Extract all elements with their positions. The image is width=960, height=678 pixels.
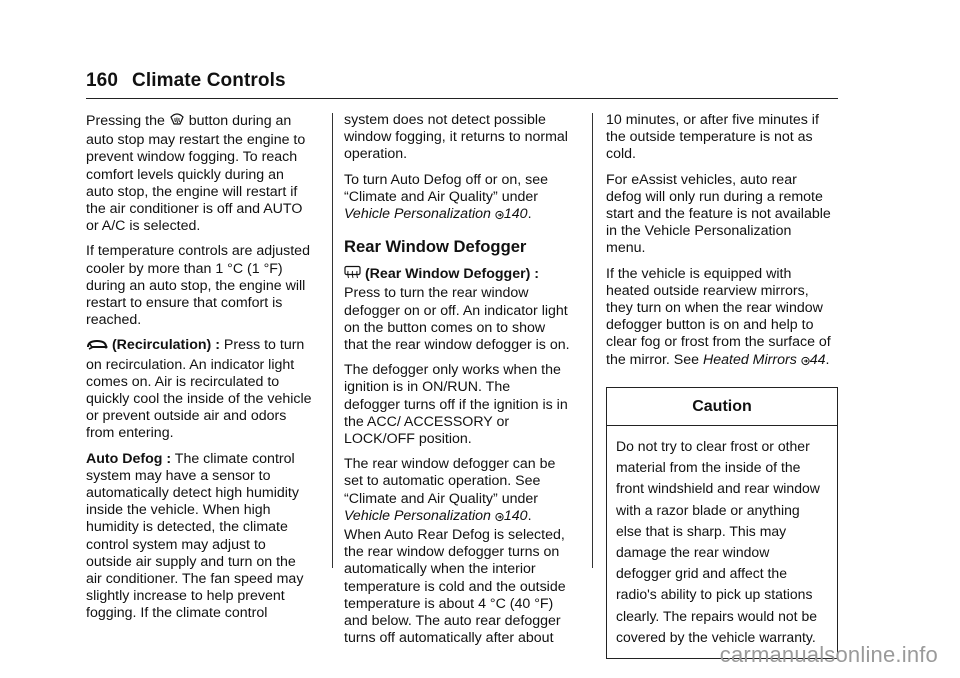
paragraph: For eAssist vehicles, auto rear defog will only run during a remote start and the feature is not available in the Vehicle Personalization menu. bbox=[606, 171, 831, 257]
text: If the vehicle is equipped with heated outside rearview mirrors, they turn on when the rear window defogger button is on and help to clear fog or frost from the surface of the mirror. See bbox=[606, 265, 831, 368]
paragraph bbox=[86, 337, 312, 442]
column-divider bbox=[332, 113, 333, 568]
text: Pressing the bbox=[86, 113, 169, 129]
column-1 bbox=[86, 112, 312, 631]
text: . When Auto Rear Defog is selected, the rear window defogger turns on automatically when the interior temperature is cold and the outside temperature is about 4 °C (40 °F) and below. The auto rear defogger turns off automatically after about bbox=[344, 507, 566, 647]
cross-reference[interactable]: Vehicle Personalization bbox=[344, 507, 491, 524]
page-header bbox=[86, 70, 286, 92]
page-reference[interactable]: 44 bbox=[809, 351, 826, 368]
page-reference[interactable]: 140 bbox=[503, 507, 528, 524]
watermark: carmanualsonline.info bbox=[719, 642, 938, 667]
page-reference[interactable]: 140 bbox=[503, 206, 528, 223]
text: button during an auto stop may restart the engine to prevent window fogging. To reach comfort levels quickly during an auto stop, the engine will restart if the air conditioner is off and AUTO or A/C is selected. bbox=[86, 113, 306, 235]
recirculation-label: (Recirculation) : bbox=[111, 337, 220, 354]
paragraph: If the vehicle is equipped with heated outside rearview mirrors, they turn on when the rear window defogger button is on and help to clear fog or frost from the surface of the mirror. See Heated Mirrors 44. bbox=[606, 266, 832, 371]
paragraph bbox=[344, 265, 570, 354]
text: The rear window defogger can be set to automatic operation. See “Climate and Air Quality” under bbox=[344, 456, 556, 507]
paragraph: To turn Auto Defog off or on, see “Climate and Air Quality” under Vehicle Personalization 140. bbox=[344, 172, 570, 226]
cross-reference[interactable]: Vehicle Personalization bbox=[344, 206, 491, 223]
caution-title: Caution bbox=[607, 388, 837, 426]
column-3 bbox=[606, 112, 832, 659]
paragraph: If temperature controls are adjusted cooler by more than 1 °C (1 °F) during an auto stop, the engine will restart to ensure that comfort is reached. bbox=[86, 243, 310, 329]
auto-defog-label: Auto Defog : bbox=[86, 450, 172, 467]
paragraph: 10 minutes, or after five minutes if the outside temperature is not as cold. bbox=[606, 112, 819, 163]
section-heading: Rear Window Defogger bbox=[344, 237, 527, 257]
text: To turn Auto Defog off or on, see “Climate and Air Quality” under bbox=[344, 171, 549, 205]
header-rule bbox=[86, 98, 838, 99]
front-defrost-icon bbox=[169, 112, 185, 132]
text: Press to turn the rear window defogger on or off. An indicator light on the button comes on to show that the rear window defogger is on. bbox=[344, 285, 570, 354]
caution-text: Do not try to clear frost or other material from the inside of the front windshield and rear window with a razor blade or anything else that is sharp. This may damage the rear window defogger grid and affect the radio's ability to pick up stations clearly. The repairs would not be covered by the vehicle warranty. bbox=[616, 438, 820, 645]
caution-box bbox=[606, 387, 838, 659]
paragraph bbox=[86, 112, 312, 235]
paragraph bbox=[86, 451, 312, 623]
rear-defog-icon bbox=[344, 265, 361, 285]
cross-reference[interactable]: Heated Mirrors bbox=[702, 351, 797, 368]
paragraph: The defogger only works when the ignition is in ON/RUN. The defogger turns off if the ignition is in the ACC/ ACCESSORY or LOCK/OFF position. bbox=[344, 362, 568, 448]
text: Press to turn on recirculation. An indicator light comes on. Air is recirculated to quickly cool the inside of the vehicle or prevent outside air and odors from entering. bbox=[86, 337, 312, 442]
page-number: 160 bbox=[86, 70, 119, 91]
page-ref-arrow-icon bbox=[495, 208, 504, 225]
page-ref-arrow-icon bbox=[801, 354, 810, 371]
text: The climate control system may have a sensor to automatically detect high humidity inside the vehicle. When high humidity is detected, the climate control system may adjust to outside air supply and turn on the air conditioner. The fan speed may slightly increase to help prevent fogging. If the climate control bbox=[86, 450, 304, 622]
recirculation-icon bbox=[86, 339, 108, 356]
column-divider bbox=[592, 113, 593, 568]
column-2 bbox=[344, 112, 570, 655]
paragraph: system does not detect possible window fogging, it returns to normal operation. bbox=[344, 112, 568, 163]
page-ref-arrow-icon bbox=[495, 510, 504, 527]
paragraph bbox=[344, 456, 570, 647]
rear-defogger-label: (Rear Window Defogger) : bbox=[364, 266, 540, 283]
section-title: Climate Controls bbox=[132, 70, 286, 91]
